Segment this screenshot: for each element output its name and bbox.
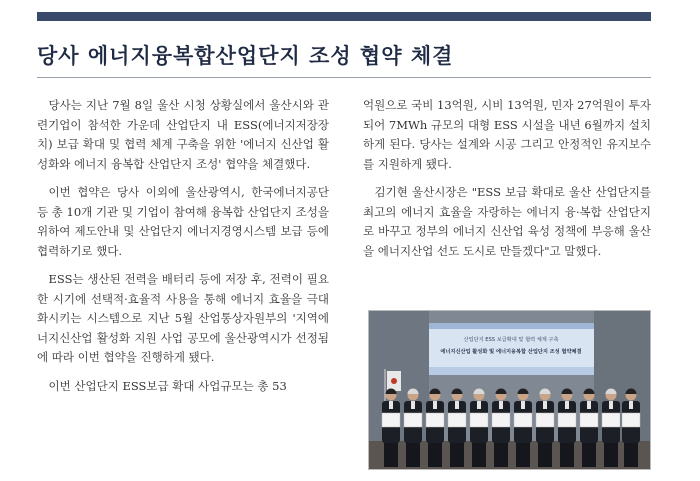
headline-divider <box>37 77 651 78</box>
article-column-left <box>37 96 329 405</box>
paragraph-4: 이번 산업단지 ESS보급 확대 사업규모는 총 53 <box>48 378 287 393</box>
signing-ceremony-photo <box>368 310 651 470</box>
header-rule <box>37 12 651 21</box>
paragraph-2: 이번 협약은 당사 이외에 울산광역시, 한국에너지공단 등 총 10개 기관 및 기업이 참여해 융복합 산업단지 조성을 위하여 제도안내 및 산업단지 에너지경영시스템 보급 등에 협력하기로 했다. <box>37 185 329 258</box>
paragraph-1: 당사는 지난 7월 8일 울산 시청 상황실에서 울산시와 관련기업이 참석한 가운데 산업단지 내 ESS(에너지저장장치) 보급 확대 및 협력 체계 구축을 위한 '에너지 신산업 활성화와 에너지 융복합 산업단지 조성' 협약을 체결했다. <box>37 98 329 171</box>
paragraph-4-continued: 억원으로 국비 13억원, 시비 13억원, 민자 27억원이 투자되어 7MWh 규모의 대형 ESS 시설을 내년 6월까지 설치하게 된다. 당사는 설계와 시공 그리고 안정적인 유지보수를 지원하게 됐다. <box>363 98 651 171</box>
banner-line-2: 에너지신산업 활성화 및 에너지융복합 산업단지 조성 협약체결 <box>440 349 582 355</box>
photo-scene <box>369 311 651 470</box>
article-column-right <box>363 96 651 270</box>
paragraph-5: 김기현 울산시장은 "ESS 보급 확대로 울산 산업단지를 최고의 에너지 효율을 자랑하는 에너지 융·복합 산업단지로 바꾸고 정부의 에너지 신산업 육성 정책에 부응해 울산을 에너지산업 선도 도시로 만들겠다"고 말했다. <box>363 185 651 258</box>
article-headline: 당사 에너지융복합산업단지 조성 협약 체결 <box>37 44 454 68</box>
paragraph-3: ESS는 생산된 전력을 배터리 등에 저장 후, 전력이 필요한 시기에 선택적·효율적 사용을 통해 에너지 효율을 극대화시키는 시스템으로 지난 5월 산업통상자원부의 '지역에너지신산업 활성화 지원 사업 공모에 울산광역시가 선정됨에 따라 이번 협약을 진행하게 됐다. <box>37 272 329 364</box>
banner-line-1: 산업단지 ESS 보급확대 및 협력 체계 구축 <box>463 337 559 343</box>
